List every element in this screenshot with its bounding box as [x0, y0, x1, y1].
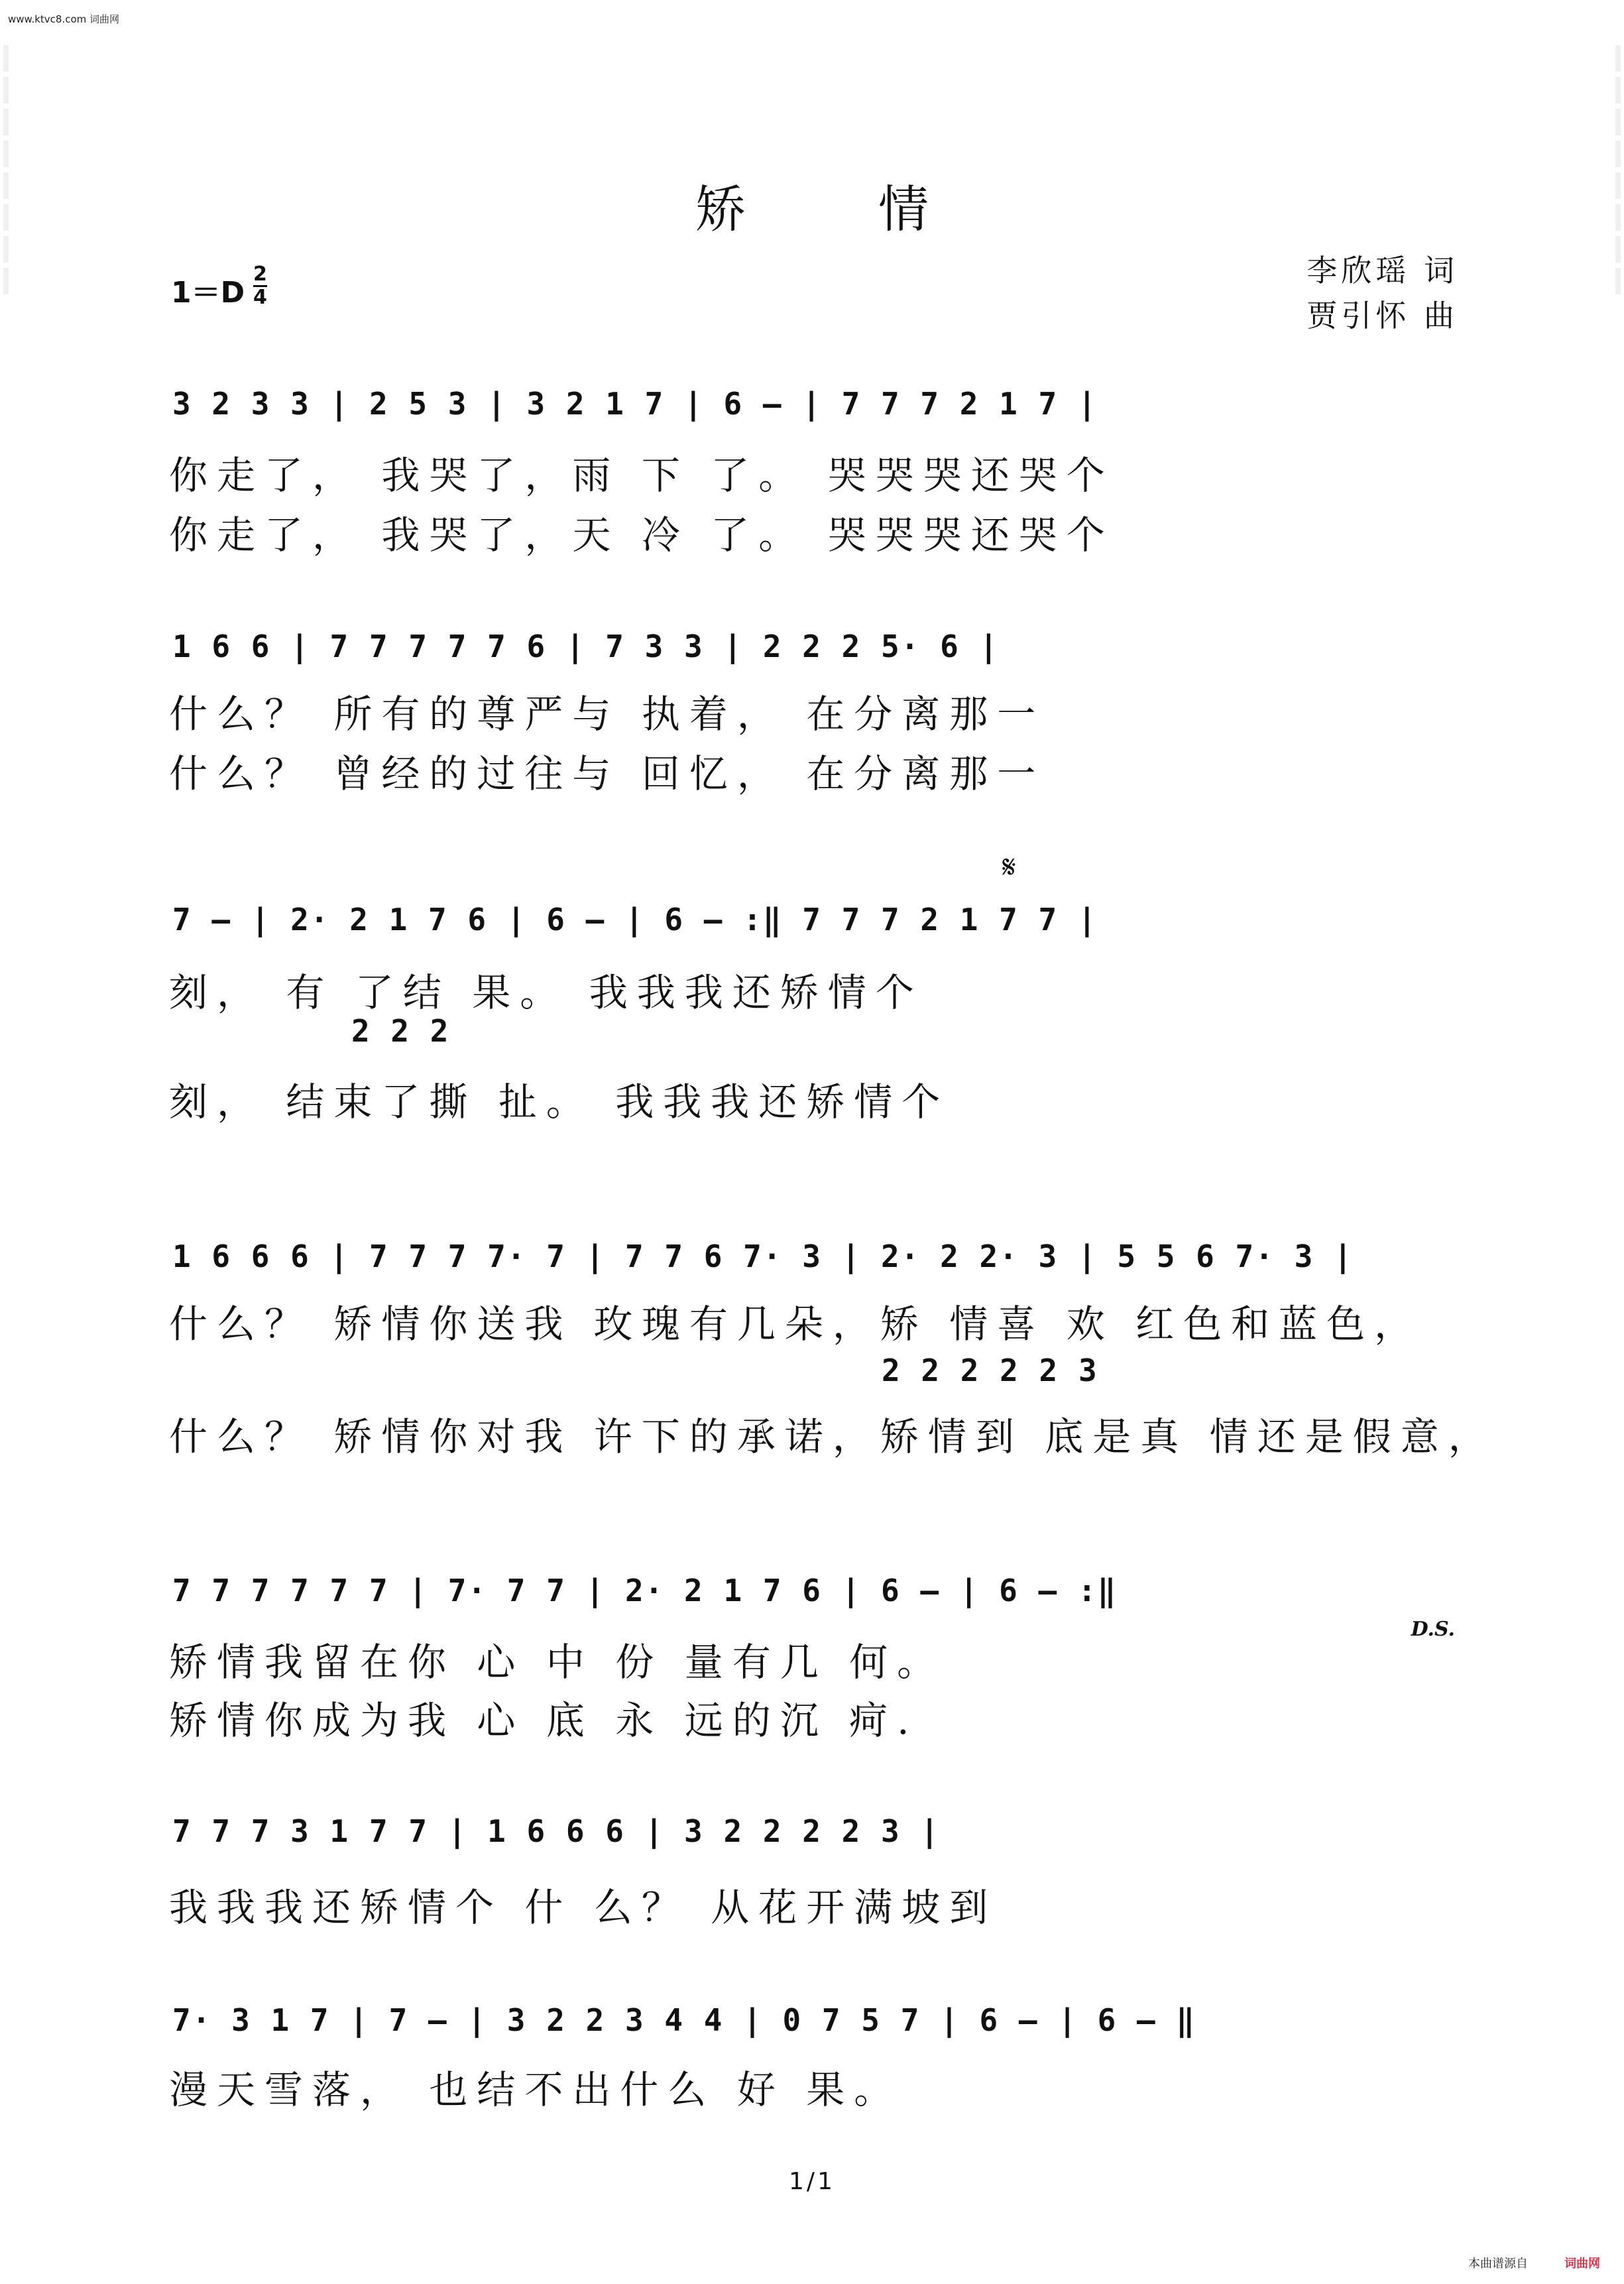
alt-notation: 2 2 2 2 2 3 [882, 1352, 1098, 1388]
notation-line: 7 7 7 7 7 7 | 7· 7 7 | 2· 2 1 7 6 | 6 – | 6 – :‖ [172, 1573, 1118, 1608]
notation-line: 7· 3 1 7 | 7 – | 3 2 2 3 4 4 | 0 7 5 7 | 6 – | 6 – ‖ [172, 2002, 1196, 2038]
lyric-line: 什么？ 所有的尊严与 执着， 在分离那一 [169, 691, 1045, 737]
footer-logo[interactable]: 词曲网 [1564, 2257, 1600, 2271]
ds-marking: D.S. [1411, 1618, 1455, 1641]
site-url: www.ktvc8.com 词曲网 [8, 13, 120, 25]
lyric-line: 什么？ 曾经的过往与 回忆， 在分离那一 [169, 751, 1045, 796]
page-number: 1/1 [789, 2168, 835, 2195]
alt-notation: 2 2 2 [351, 1013, 450, 1049]
time-top: 2 [253, 263, 267, 286]
lyric-line: 你走了， 我哭了，天 冷 了。 哭哭哭还哭个 [169, 512, 1114, 558]
lyric-line: 刻， 有 了结 果。 我我我还矫情个 [169, 970, 923, 1015]
key-signature: 1＝D [171, 276, 245, 310]
lyric-line: 矫情我留在你 心 中 份 量有几 何。 [169, 1640, 945, 1685]
lyric-line: 什么？ 矫情你送我 玫瑰有几朵，矫 情喜 欢 红色和蓝色， [169, 1301, 1422, 1347]
lyric-line: 漫天雪落， 也结不出什么 好 果。 [169, 2067, 902, 2112]
notation-line: 7 – | 2· 2 1 7 6 | 6 – | 6 – :‖ 7 7 7 2 1 7 7 | [172, 902, 1098, 937]
time-bottom: 4 [253, 286, 267, 309]
right-margin-watermark [1612, 40, 1624, 2267]
lyric-line: 矫情你成为我 心 底 永 远的沉 疴. [169, 1698, 919, 1743]
notation-line: 3 2 3 3 | 2 5 3 | 3 2 1 7 | 6 – | 7 7 7 2 1 7 | [172, 386, 1098, 422]
lyric-line: 我我我还矫情个 什 么？ 从花开满坡到 [169, 1885, 998, 1930]
lyric-line: 刻， 结束了撕 扯。 我我我还矫情个 [169, 1079, 950, 1124]
lyricist-credit: 李欣瑶 词 [1306, 253, 1458, 288]
composer-credit: 贾引怀 曲 [1306, 298, 1458, 333]
song-title: 矫情 [695, 180, 1061, 239]
lyric-line: 你走了， 我哭了，雨 下 了。 哭哭哭还哭个 [169, 453, 1114, 498]
site-header [0, 0, 1624, 27]
time-signature [253, 264, 267, 308]
notation-line: 7 7 7 3 1 7 7 | 1 6 6 6 | 3 2 2 2 2 3 | [172, 1813, 941, 1849]
left-margin-watermark [0, 40, 12, 2267]
notation-line: 1 6 6 | 7 7 7 7 7 6 | 7 3 3 | 2 2 2 5· 6 | [172, 629, 1000, 664]
lyric-line: 什么？ 矫情你对我 许下的承诺，矫情到 底是真 情还是假意， [169, 1414, 1496, 1459]
segno-sign: 𝄋 [1002, 849, 1016, 886]
footer-source: 本曲谱源自 [1468, 2257, 1528, 2271]
notation-line: 1 6 6 6 | 7 7 7 7· 7 | 7 7 6 7· 3 | 2· 2 2· 3 | 5 5 6 7· 3 | [172, 1238, 1354, 1274]
